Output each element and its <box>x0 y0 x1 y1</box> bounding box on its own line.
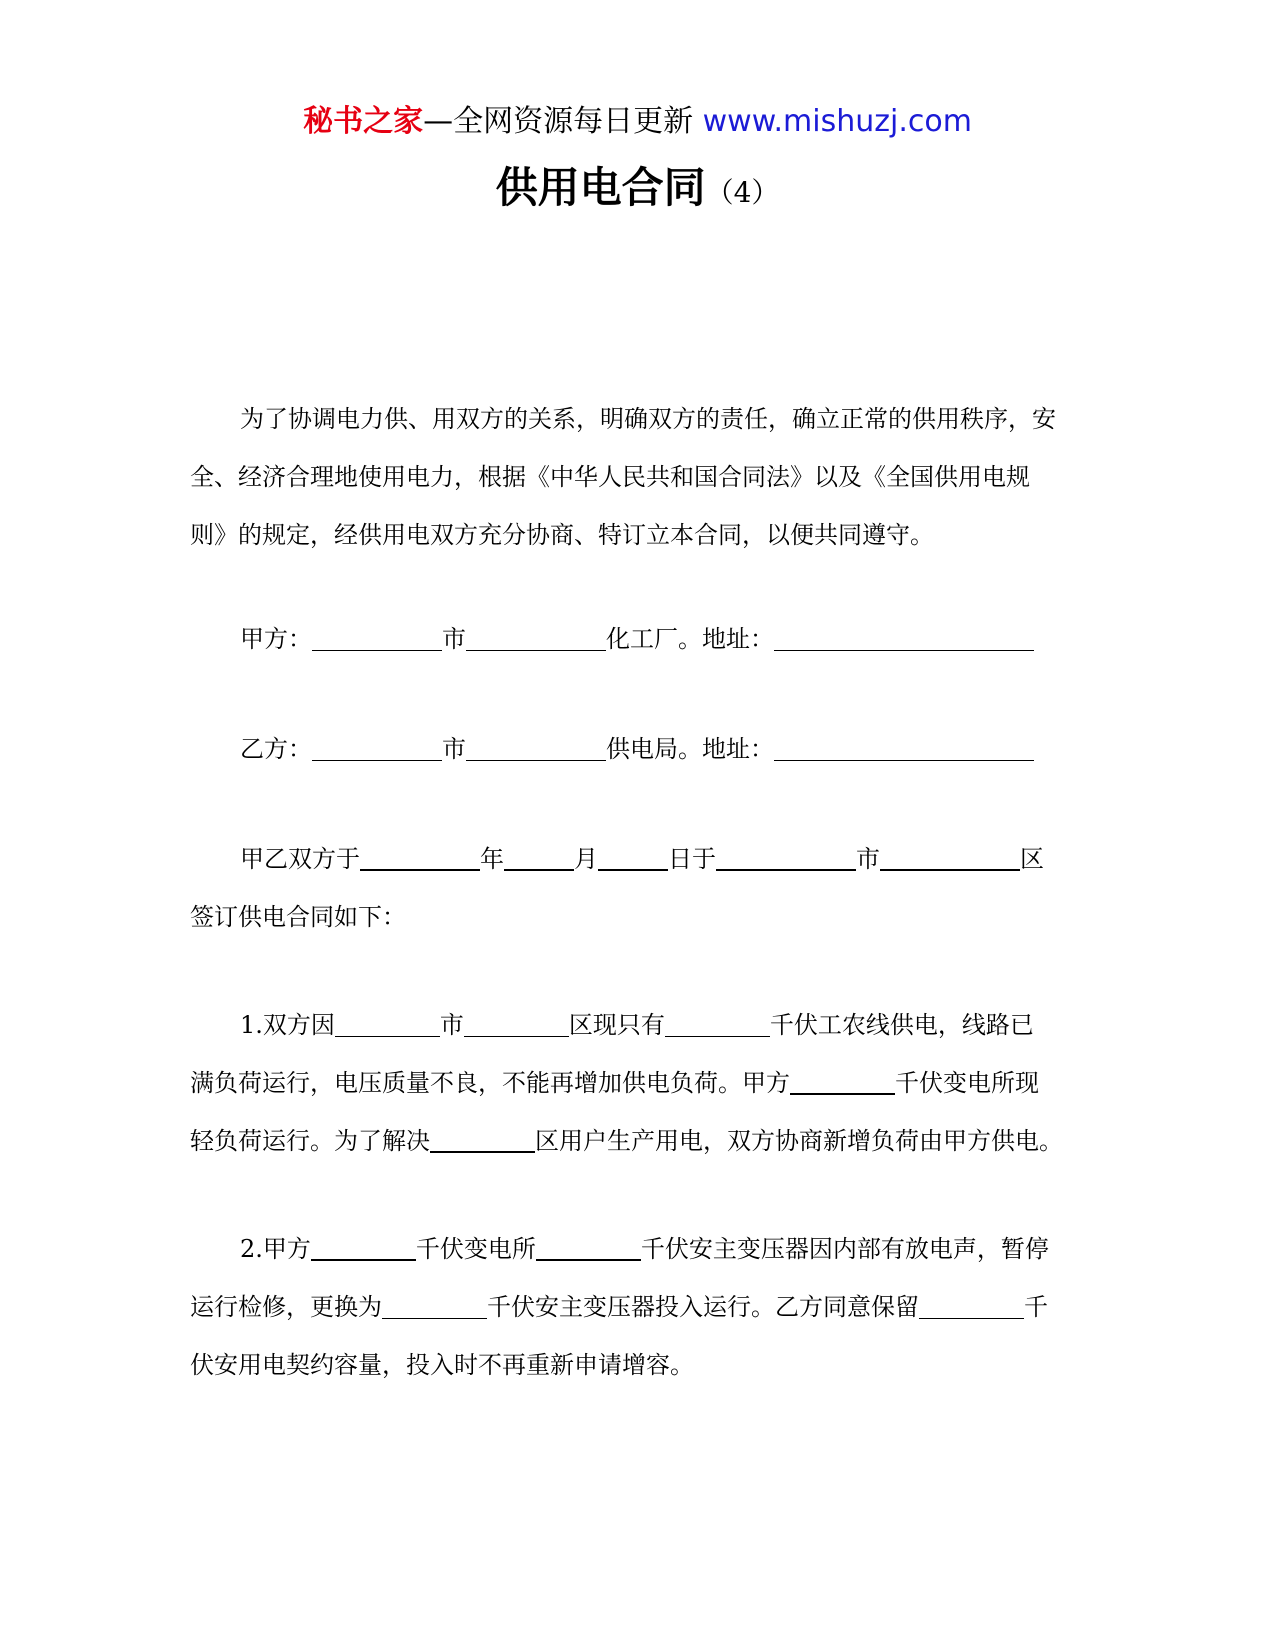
address-blank[interactable] <box>774 734 1034 761</box>
intro-line: 则》的规定，经供用电双方充分协商、特订立本合同，以便共同遵守。 <box>190 521 934 549</box>
clause-line <box>190 1112 1090 1170</box>
site-url[interactable]: www.mishuzj.com <box>702 104 972 139</box>
blank-field[interactable] <box>464 1010 569 1037</box>
blank-field[interactable] <box>536 1233 641 1261</box>
clause-text: 市 <box>439 1011 464 1039</box>
clause-text: 满负荷运行，电压质量不良，不能再增加供电负荷。甲方 <box>190 1069 790 1097</box>
clause-line: 伏安用电契约容量，投入时不再重新申请增容。 <box>190 1351 694 1379</box>
party-a-label: 甲方： <box>240 625 312 653</box>
blank-field[interactable] <box>335 1010 440 1037</box>
city-label: 市 <box>856 845 880 873</box>
blank-field[interactable] <box>598 843 668 871</box>
signing-paragraph <box>190 830 1090 946</box>
intro-line: 为了协调电力供、用双方的关系，明确双方的责任，确立正常的供用秩序，安 <box>240 405 1056 433</box>
blank-field[interactable] <box>716 843 856 871</box>
clause-text: 轻负荷运行。为了解决 <box>190 1127 430 1155</box>
clause-text: 2.甲方 <box>240 1235 311 1263</box>
blank-field[interactable] <box>504 843 574 871</box>
blank-field[interactable] <box>312 624 442 651</box>
clause-text: 1.双方因 <box>240 1011 335 1039</box>
party-a-unit: 化工厂。地址： <box>606 625 774 653</box>
clause-line <box>190 1054 1090 1112</box>
clause-text: 千伏工农线供电，线路已 <box>769 1011 1034 1039</box>
clause-2 <box>190 1220 1090 1394</box>
blank-field[interactable] <box>311 1233 416 1261</box>
intro-line: 全、经济合理地使用电力，根据《中华人民共和国合同法》以及《全国供用电规 <box>190 463 1030 491</box>
year-label: 年 <box>480 845 504 873</box>
title-main: 供用电合同 <box>495 163 706 212</box>
site-slogan: —全网资源每日更新 <box>423 104 694 139</box>
blank-field[interactable] <box>466 624 606 651</box>
party-a-line <box>190 610 1140 668</box>
address-blank[interactable] <box>774 624 1034 651</box>
brand-name: 秘书之家 <box>303 104 424 139</box>
city-label: 市 <box>442 625 466 653</box>
blank-field[interactable] <box>382 1292 487 1319</box>
signing-line <box>190 830 1090 888</box>
blank-field[interactable] <box>665 1010 770 1037</box>
intro-paragraph <box>190 390 1090 564</box>
clause-text: 千伏变电所 <box>415 1235 536 1263</box>
blank-field[interactable] <box>312 734 442 761</box>
clause-text: 区用户生产用电，双方协商新增负荷由甲方供电。 <box>535 1127 1063 1155</box>
day-label: 日于 <box>668 845 716 873</box>
document-title <box>0 155 1275 211</box>
signing-line: 签订供电合同如下： <box>190 903 406 931</box>
party-b-line <box>190 720 1140 778</box>
party-b-label: 乙方： <box>240 735 312 763</box>
signing-prefix: 甲乙双方于 <box>240 845 360 873</box>
clause-1 <box>190 996 1090 1170</box>
party-b-unit: 供电局。地址： <box>606 735 774 763</box>
blank-field[interactable] <box>466 734 606 761</box>
blank-field[interactable] <box>919 1292 1024 1319</box>
clause-text: 千 <box>1024 1293 1048 1321</box>
city-label: 市 <box>442 735 466 763</box>
site-header <box>0 100 1275 144</box>
blank-field[interactable] <box>430 1125 535 1153</box>
month-label: 月 <box>574 845 598 873</box>
clause-line <box>190 996 1090 1054</box>
clause-text: 千伏变电所现 <box>895 1069 1039 1097</box>
clause-line <box>190 1278 1090 1336</box>
clause-text: 运行检修，更换为 <box>190 1293 382 1321</box>
blank-field[interactable] <box>790 1067 895 1095</box>
clause-line <box>190 1220 1090 1278</box>
title-suffix: （4） <box>705 176 780 209</box>
district-label: 区 <box>1020 845 1044 873</box>
clause-text: 区现只有 <box>568 1011 665 1039</box>
clause-text: 千伏安主变压器因内部有放电声，暂停 <box>640 1235 1049 1263</box>
clause-text: 千伏安主变压器投入运行。乙方同意保留 <box>487 1293 919 1321</box>
blank-field[interactable] <box>360 843 480 871</box>
blank-field[interactable] <box>880 843 1020 871</box>
